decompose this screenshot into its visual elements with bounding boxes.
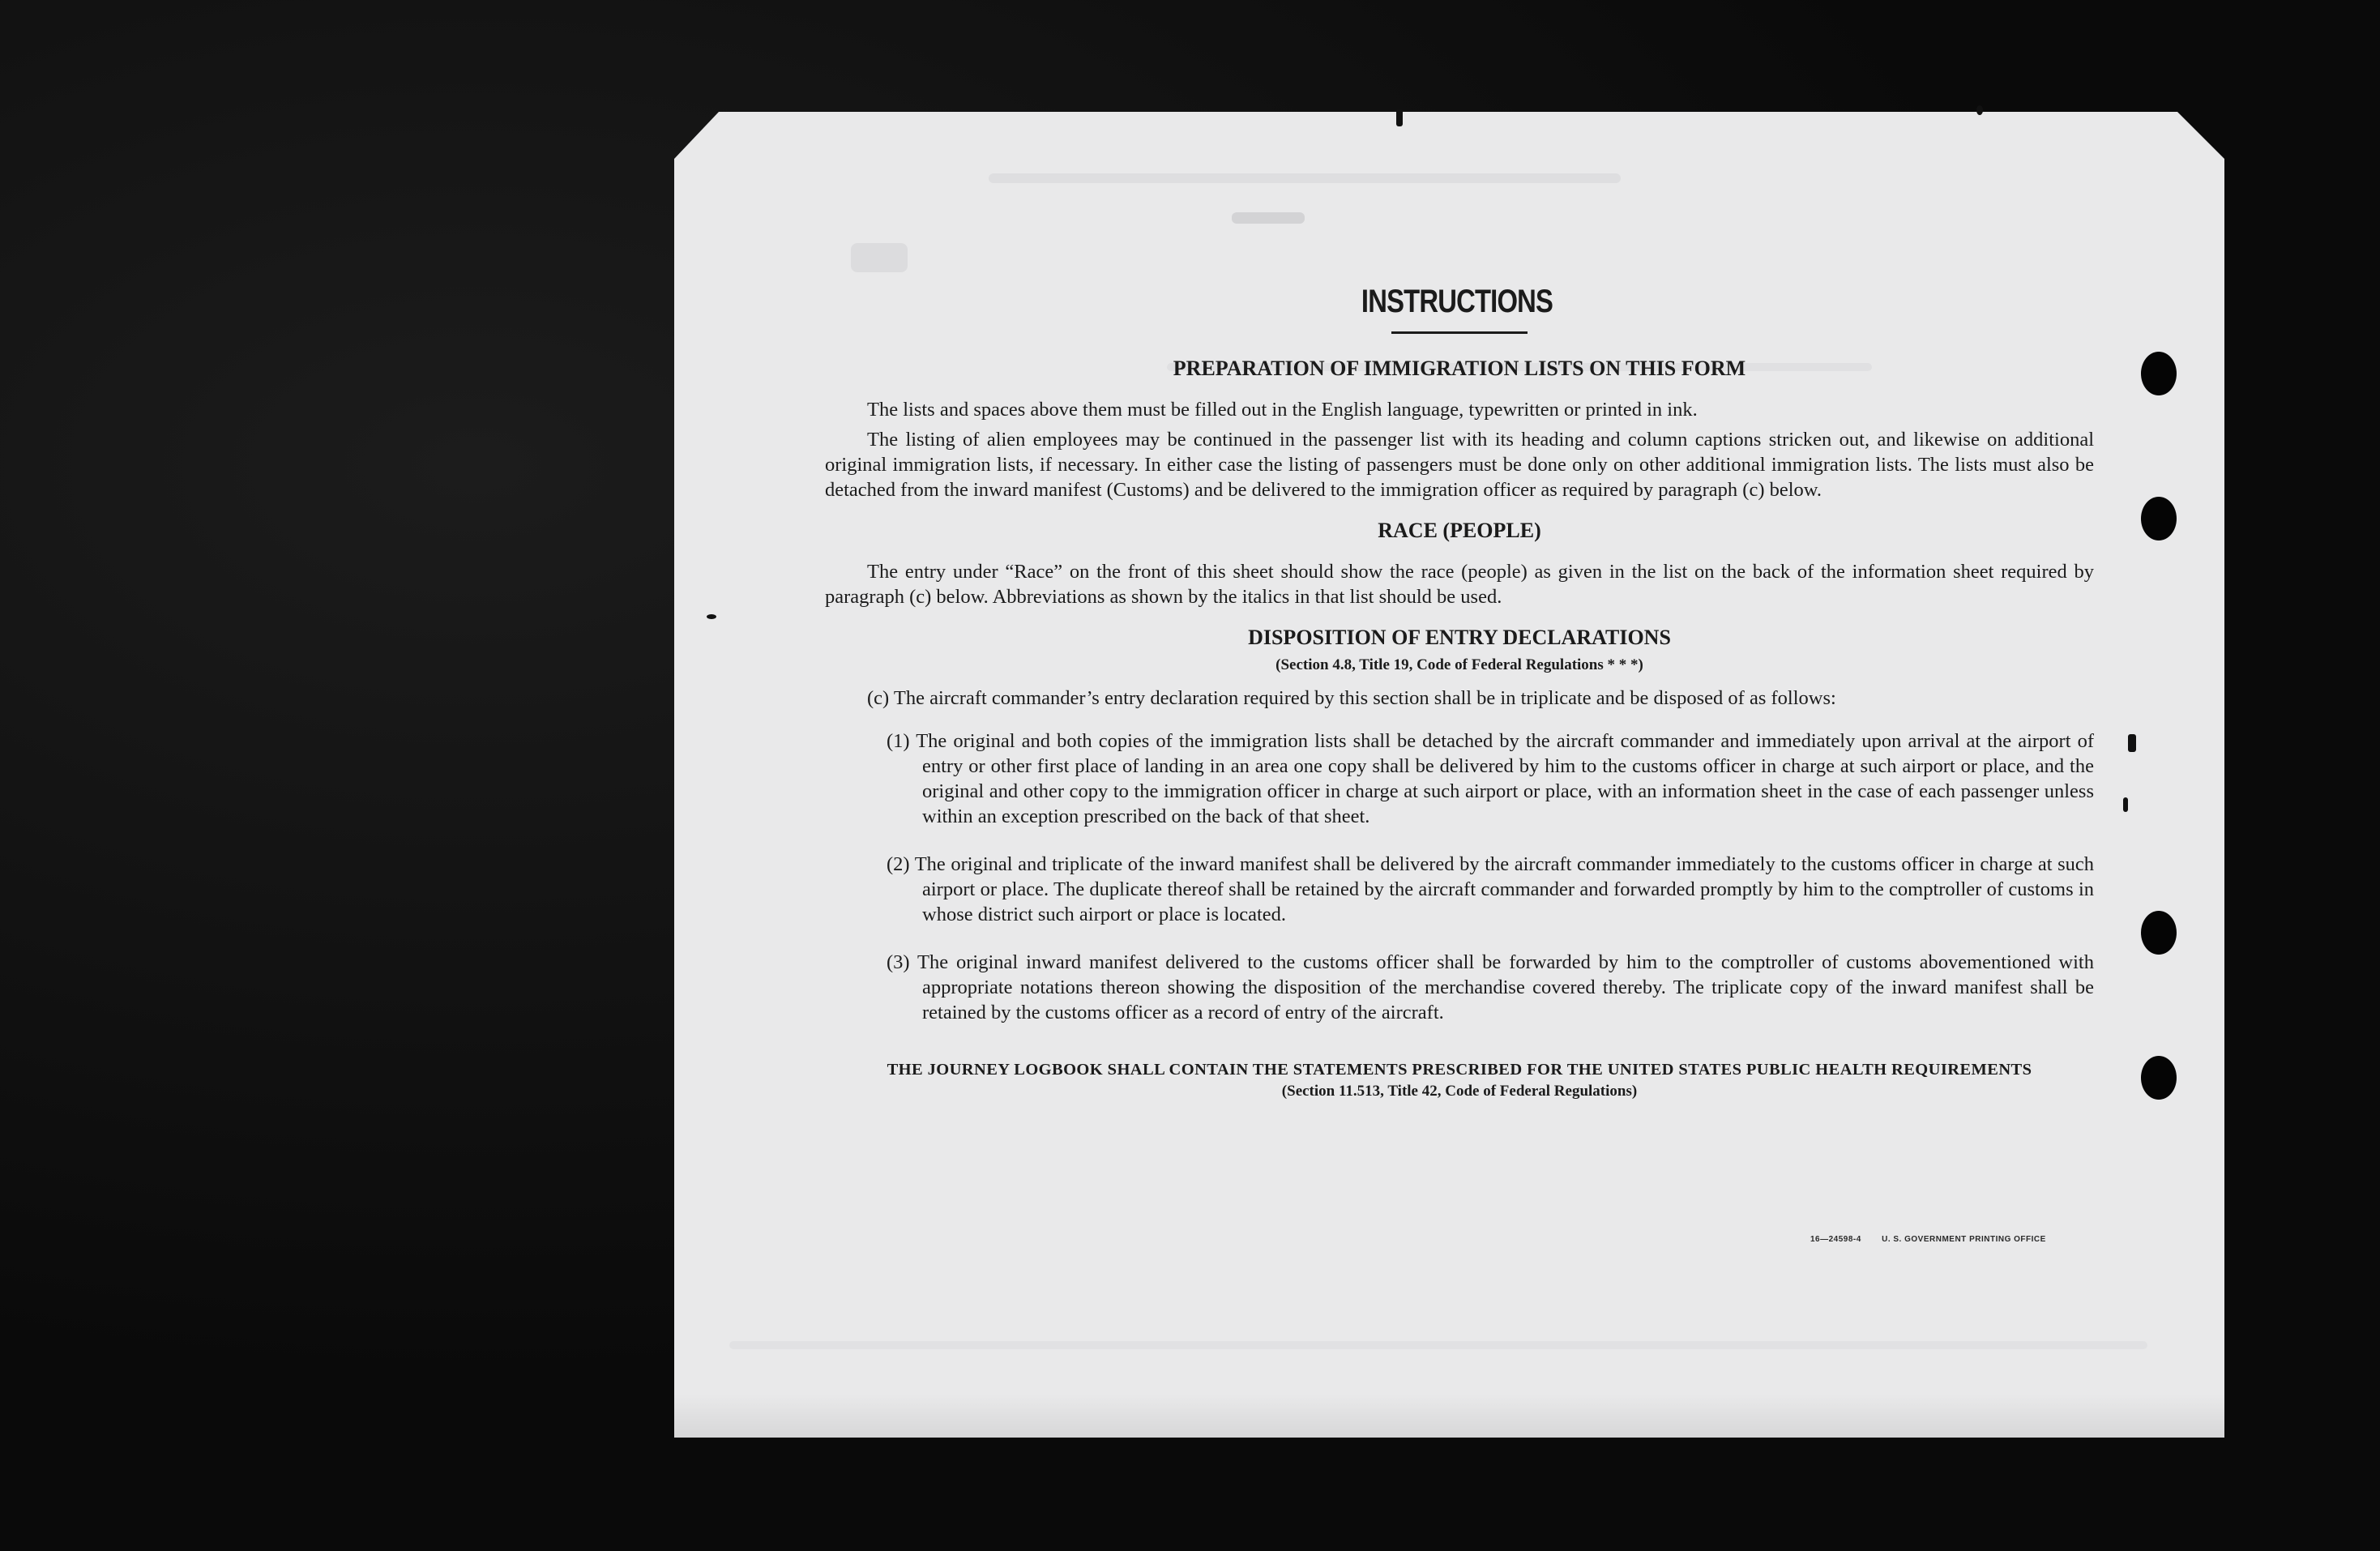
section-heading: PREPARATION OF IMMIGRATION LISTS ON THIS FORM: [1173, 357, 1746, 380]
footer-notice: THE JOURNEY LOGBOOK SHALL CONTAIN THE STATEMENTS PRESCRIBED FOR THE UNITED STATES PUBLIC HEALTH REQUIREMENTS: [887, 1061, 2032, 1079]
section-paragraph: The listing of alien employees may be continued in the passenger list with its heading and column captions stricken out, and likewise on additional original immigration lists, if necessary. In either case the listing of passengers must be done only on other additional immigration lists. The lists must also be detached from the inward manifest (Customs) and be delivered to the immigration officer as required by paragraph (c) below.: [825, 429, 2094, 501]
section-citation: (Section 4.8, Title 19, Code of Federal Regulations * * *): [1275, 656, 1643, 673]
speck: [707, 614, 716, 619]
list-item: (2) The original and triplicate of the inward manifest shall be delivered by the aircraft commander immediately to the customs officer in charge at such airport or place. The duplicate thereof shall be retained by the aircraft commander and forwarded promptly by him to the comptroller of customs in whose district such airport or place is located.: [887, 853, 2094, 925]
printer-imprint: [1810, 1235, 2046, 1244]
printer-code: 16—24598-4: [1810, 1235, 1861, 1244]
instructions-content: [825, 284, 2094, 1100]
bleed-through-mark: [1232, 212, 1305, 224]
list-item: (1) The original and both copies of the immigration lists shall be detached by the aircraft commander and immediately upon arrival at the airport of entry or other first place of landing in an area one copy shall be delivered by him to the customs officer in charge at such airport or place, and the original and other copy to the immigration officer in charge at such airport or place, with an information sheet in the case of each passenger unless within an exception prescribed on the back of that sheet.: [887, 730, 2094, 827]
footer-citation: (Section 11.513, Title 42, Code of Federal Regulations): [1281, 1083, 1638, 1100]
bleed-through-mark: [851, 243, 908, 272]
section-race: [825, 519, 2094, 609]
printer-office: U. S. GOVERNMENT PRINTING OFFICE: [1882, 1235, 2046, 1244]
punch-hole: [2141, 497, 2177, 540]
speck: [1976, 105, 1983, 115]
section-intro: (c) The aircraft commander’s entry declaration required by this section shall be in triplicate and be disposed of as follows:: [867, 687, 1836, 709]
section-paragraph: The lists and spaces above them must be filled out in the English language, typewritten or printed in ink.: [867, 399, 1698, 421]
bleed-through-mark: [989, 173, 1621, 183]
punch-hole: [2141, 352, 2177, 395]
bleed-through-mark: [729, 1341, 2147, 1349]
section-disposition: [825, 626, 2094, 1025]
section-heading: RACE (PEOPLE): [1378, 519, 1541, 542]
speck: [1396, 109, 1403, 126]
page-title: INSTRUCTIONS: [1361, 284, 1553, 319]
speck: [2123, 797, 2128, 812]
speck: [2128, 734, 2136, 752]
list-item: (3) The original inward manifest delivered to the customs officer shall be forwarded by him to the comptroller of customs abovementioned with appropriate notations thereon showing the disposition of the merchandise covered thereby. The triplicate copy of the inward manifest shall be retained by the customs officer as a record of entry of the aircraft.: [887, 951, 2094, 1023]
section-paragraph: The entry under “Race” on the front of this sheet should show the race (people) as given in the list on the back of the information sheet required by paragraph (c) below. Abbreviations as shown by the italics in that list should be used.: [825, 561, 2094, 608]
punch-hole: [2141, 1056, 2177, 1100]
section-preparation: [825, 357, 2094, 502]
sheet-bottom-edge: [674, 1394, 2224, 1438]
punch-hole: [2141, 911, 2177, 955]
section-heading: DISPOSITION OF ENTRY DECLARATIONS: [1248, 626, 1671, 649]
title-underline: [1391, 331, 1528, 334]
